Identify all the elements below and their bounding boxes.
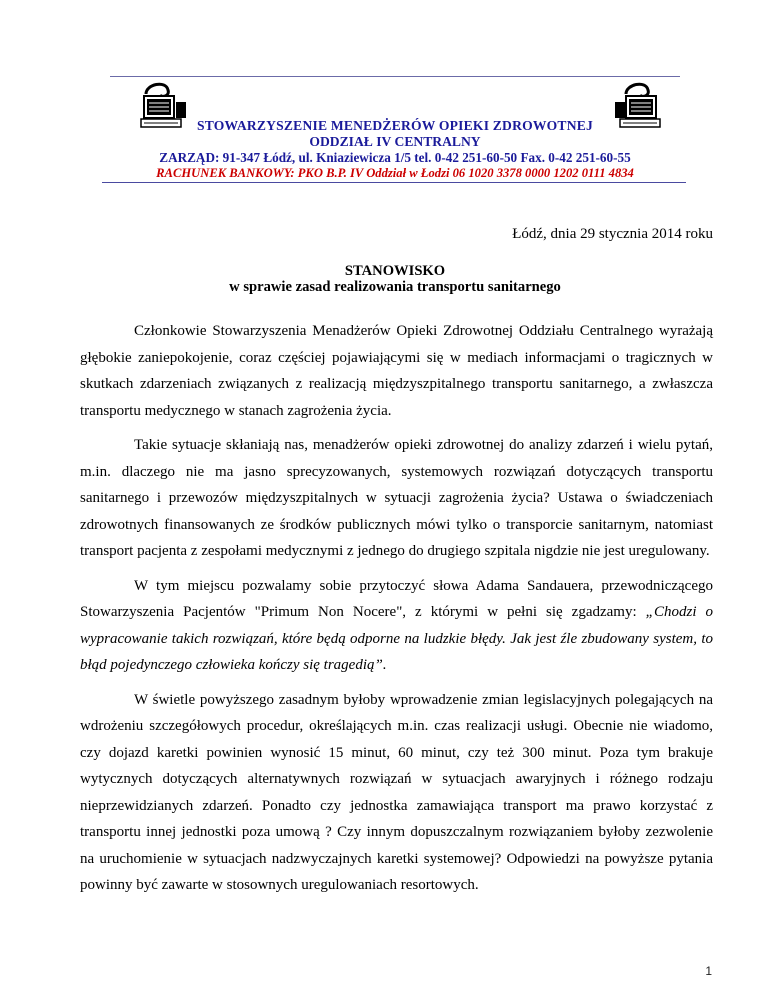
body-paragraph: Członkowie Stowarzyszenia Menadżerów Opieki Zdrowotnej Oddziału Centralnego wyrażają głębokie zaniepokojenie, coraz częściej pojawiającymi się w mediach informacjami o tragicznych w skutkach zdarzeniach związanych z realizacją międzyszpitalnego transportu sanitarnego, a zwłaszcza transportu medycznego w stanach zagrożenia życia. [80, 323, 713, 419]
quotation: „Chodzi o wypracowanie takich rozwiązań, które będą odporne na ludzkie błędy. Jak jest źle zbudowany system, to błąd pojedynczego człowieka kończy się tragedią”. [80, 604, 713, 673]
body-paragraph [80, 573, 713, 679]
document-title: STANOWISKO [344, 263, 446, 279]
letterhead-bottom-rule [102, 182, 686, 183]
letterhead-board-address: ZARZĄD: 91-347 Łódź, ul. Kniaziewicza 1/5 tel. 0-42 251-60-50 Fax. 0-42 251-60-55 [159, 150, 631, 165]
letterhead-top-rule [110, 76, 680, 77]
paragraph-text: W tym miejscu pozwalamy sobie przytoczyć słowa Adama Sandauera, przewodniczącego Stowarzyszenia Pacjentów "Primum Non Nocere", z którymi w pełni się zgadzamy: [80, 577, 713, 620]
body-paragraph: W świetle powyższego zasadnym byłoby wprowadzenie zmian legislacyjnych polegających na wdrożeniu szczegółowych procedur, określających m.in. czas realizacji usługi. Obecnie nie wiadomo, czy dojazd karetki powinien wynosić 15 minut, 60 minut, czy też 300 minut. Poza tym brakuje wytycznych dotyczących alternatywnych rozwiązań w sytuacjach awaryjnych i różnego rodzaju nieprzewidzianych zdarzeń. Ponadto czy jednostka zamawiająca transport ma prawo korzystać z transportu innej jednostki poza umową ? Czy innym dopuszczalnym rozwiązaniem byłoby zezwolenie na uruchomienie w sytuacjach nadzwyczajnych karetki systemowej? Odpowiedzi na powyższe pytania powinny być zawarte w stosownych uregulowaniach resortowych. [80, 691, 713, 893]
document-body [80, 318, 713, 907]
page-number: 1 [705, 964, 712, 978]
letterhead-bank-account: RACHUNEK BANKOWY: PKO B.P. IV Oddział w Łodzi 06 1020 3378 0000 1202 0111 4834 [156, 166, 634, 180]
letterhead-organization: STOWARZYSZENIE MENEDŻERÓW OPIEKI ZDROWOTNEJ [197, 118, 593, 133]
document-subtitle: w sprawie zasad realizowania transportu sanitarnego [229, 279, 561, 295]
body-paragraph: Takie sytuacje skłaniają nas, menadżerów opieki zdrowotnej do analizy zdarzeń i wielu pytań, m.in. dlaczego nie ma jasno sprecyzowanych, systemowych rozwiązań dotyczących transportu sanitarnego i przewozów międzyszpitalnych w sytuacji zagrożenia życia? Ustawa o świadczeniach zdrowotnych finansowanych ze środków publicznych mówi tylko o transporcie sanitarnym, natomiast transport pacjenta z zespołami medycznymi z jednego do drugiego szpitala nigdzie nie jest uregulowany. [80, 437, 713, 559]
document-date: Łódź, dnia 29 stycznia 2014 roku [512, 226, 713, 242]
letterhead-branch: ODDZIAŁ IV CENTRALNY [309, 134, 481, 149]
